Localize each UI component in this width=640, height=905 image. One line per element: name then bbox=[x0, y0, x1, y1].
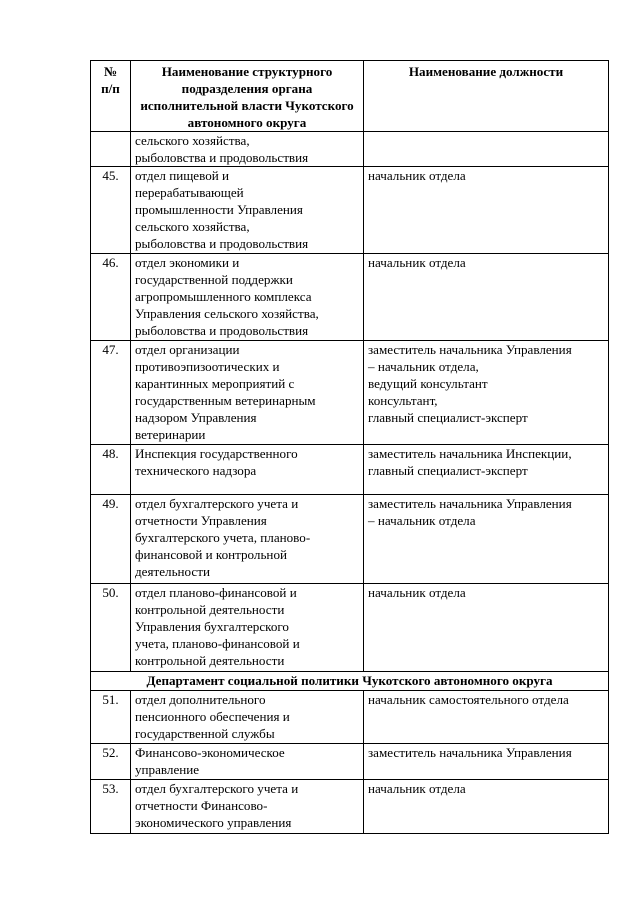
row-number: 46. bbox=[91, 254, 131, 341]
unit-name: отдел планово-финансовой и контрольной деятельности Управления бухгалтерского учета, планово-финансовой и контрольной деятельности bbox=[131, 584, 364, 672]
positions-table bbox=[90, 60, 609, 834]
department-heading: Департамент социальной политики Чукотского автономного округа bbox=[91, 672, 609, 691]
unit-name: отдел пищевой и перерабатывающей промышленности Управления сельского хозяйства, рыболовства и продовольствия bbox=[131, 167, 364, 254]
unit-name: отдел экономики и государственной поддержки агропромышленного комплекса Управления сельского хозяйства, рыболовства и продовольствия bbox=[131, 254, 364, 341]
header-number: № п/п bbox=[91, 61, 131, 132]
row-number: 52. bbox=[91, 744, 131, 780]
position-name: начальник отдела bbox=[364, 780, 609, 834]
row-number: 51. bbox=[91, 691, 131, 744]
table-row bbox=[91, 167, 609, 254]
unit-name: Инспекция государственного технического надзора bbox=[131, 445, 364, 495]
table-row bbox=[91, 744, 609, 780]
position-name: начальник самостоятельного отдела bbox=[364, 691, 609, 744]
row-number: 53. bbox=[91, 780, 131, 834]
table-row bbox=[91, 691, 609, 744]
position-name: заместитель начальника Управления – начальник отдела bbox=[364, 495, 609, 584]
row-number bbox=[91, 132, 131, 167]
unit-name: сельского хозяйства, рыболовства и продовольствия bbox=[131, 132, 364, 167]
unit-name: Финансово-экономическое управление bbox=[131, 744, 364, 780]
row-number: 47. bbox=[91, 341, 131, 445]
header-structural-unit: Наименование структурного подразделения органа исполнительной власти Чукотского автономного округа bbox=[131, 61, 364, 132]
table-row bbox=[91, 584, 609, 672]
row-number: 48. bbox=[91, 445, 131, 495]
position-name: заместитель начальника Инспекции, главный специалист-эксперт bbox=[364, 445, 609, 495]
table-row bbox=[91, 780, 609, 834]
position-name: заместитель начальника Управления bbox=[364, 744, 609, 780]
row-number: 50. bbox=[91, 584, 131, 672]
position-name: начальник отдела bbox=[364, 584, 609, 672]
table-row bbox=[91, 132, 609, 167]
header-position: Наименование должности bbox=[364, 61, 609, 132]
position-name: начальник отдела bbox=[364, 167, 609, 254]
table-row bbox=[91, 495, 609, 584]
table-row bbox=[91, 445, 609, 495]
table-header-row bbox=[91, 61, 609, 132]
position-name: заместитель начальника Управления – начальник отдела, ведущий консультант консультант, главный специалист-эксперт bbox=[364, 341, 609, 445]
position-name bbox=[364, 132, 609, 167]
table-row bbox=[91, 254, 609, 341]
unit-name: отдел бухгалтерского учета и отчетности Финансово- экономического управления bbox=[131, 780, 364, 834]
department-heading-row bbox=[91, 672, 609, 691]
row-number: 45. bbox=[91, 167, 131, 254]
table-row bbox=[91, 341, 609, 445]
unit-name: отдел бухгалтерского учета и отчетности Управления бухгалтерского учета, планово- финансовой и контрольной деятельности bbox=[131, 495, 364, 584]
unit-name: отдел дополнительного пенсионного обеспечения и государственной службы bbox=[131, 691, 364, 744]
unit-name: отдел организации противоэпизоотических и карантинных мероприятий с государственным ветеринарным надзором Управления ветеринарии bbox=[131, 341, 364, 445]
position-name: начальник отдела bbox=[364, 254, 609, 341]
row-number: 49. bbox=[91, 495, 131, 584]
